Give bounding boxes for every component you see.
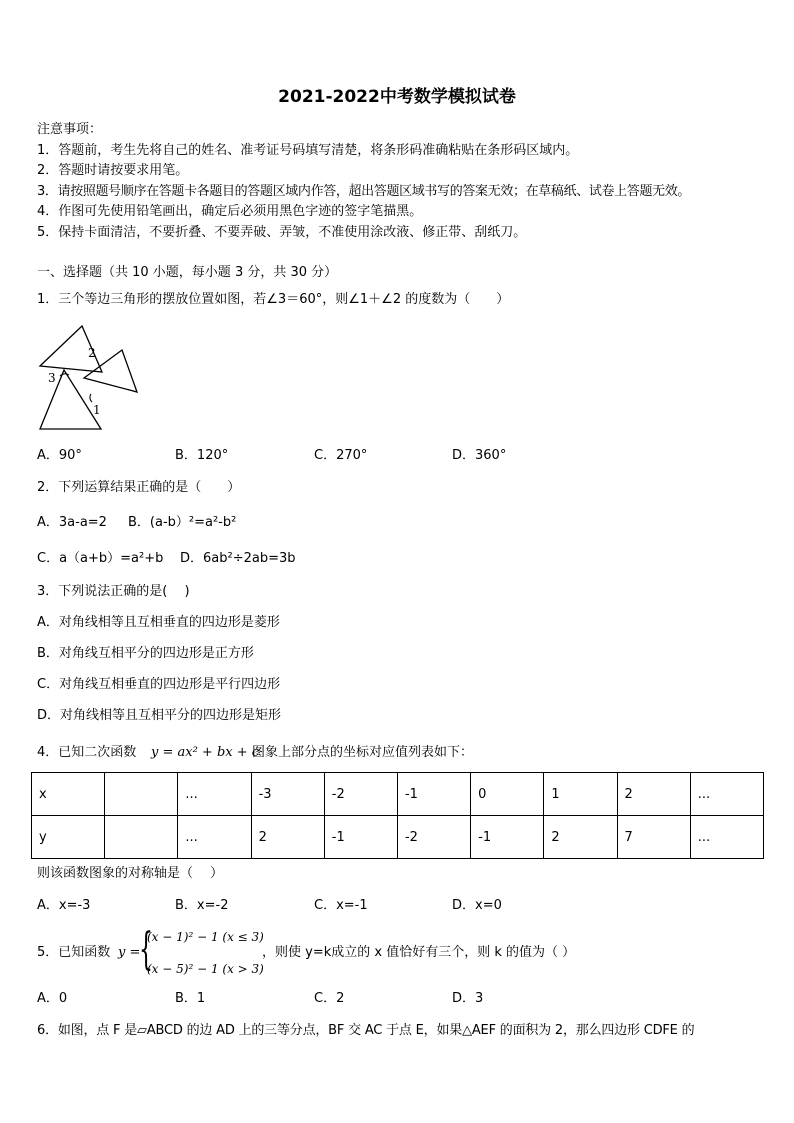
notice-heading: 注意事项： <box>37 122 103 137</box>
q5-stem-post: ，则使 y=k成立的 x 值恰好有三个，则 k 的值为（ ） <box>262 945 576 960</box>
q3-stem: 3．下列说法正确的是( ) <box>37 584 190 599</box>
angle-label-3: 3 <box>48 371 56 385</box>
table-cell: -1 <box>397 773 470 816</box>
table-cell: -3 <box>251 773 324 816</box>
q2-option-b: B．(a-b）²=a²-b² <box>128 515 237 530</box>
table-cell: -1 <box>471 816 544 859</box>
q6-stem: 6．如图，点 F 是▱ABCD 的边 AD 上的三等分点，BF 交 AC 于点 E，如果△AEF 的面积为 2，那么四边形 CDFE 的 <box>37 1023 695 1038</box>
q2-option-d: D．6ab²÷2ab=3b <box>180 551 296 566</box>
q4-option-d: D．x=0 <box>452 898 502 913</box>
notice-item: 4．作图可先使用铅笔画出，确定后必须用黑色字迹的签字笔描黑。 <box>37 204 423 219</box>
exam-title: 2021-2022中考数学模拟试卷 <box>278 87 516 107</box>
notice-item: 3．请按照题号顺序在答题卡各题目的答题区域内作答，超出答题区域书写的答案无效；在草稿纸、试卷上答题无效。 <box>37 184 691 199</box>
table-cell: -2 <box>397 816 470 859</box>
q5-option-a: A．0 <box>37 991 68 1006</box>
table-cell <box>105 816 178 859</box>
table-cell: 7 <box>617 816 690 859</box>
q2-option-c: C．a（a+b）=a²+b <box>37 551 164 566</box>
q4-option-c: C．x=-1 <box>314 898 368 913</box>
angle-label-2: 2 <box>88 346 96 360</box>
notice-item: 5．保持卡面清洁，不要折叠、不要弄破、弄皱，不准使用涂改液、修正带、刮纸刀。 <box>37 225 527 240</box>
table-cell: ... <box>690 816 763 859</box>
q3-option-b: B．对角线互相平分的四边形是正方形 <box>37 646 254 661</box>
q2-option-a: A．3a-a=2 <box>37 515 107 530</box>
notice-item: 2．答题时请按要求用笔。 <box>37 163 189 178</box>
q5-option-c: C．2 <box>314 991 345 1006</box>
q5-case-2: (x − 5)² − 1 (x > 3) <box>147 962 264 976</box>
section-heading: 一、选择题（共 10 小题，每小题 3 分，共 30 分） <box>37 265 338 280</box>
q4-formula: y = ax² + bx + c <box>151 745 260 760</box>
q1-option-b: B．120° <box>175 448 229 463</box>
q5-stem-pre: 5．已知函数 <box>37 945 111 960</box>
table-cell: ... <box>178 773 251 816</box>
table-cell: x <box>32 773 105 816</box>
q1-triangles-figure <box>36 322 142 434</box>
notice-item: 1．答题前，考生先将自己的姓名、准考证号码填写清楚，将条形码准确粘贴在条形码区域内。 <box>37 143 579 158</box>
q2-stem: 2．下列运算结果正确的是（ ） <box>37 480 241 495</box>
table-cell: 2 <box>617 773 690 816</box>
table-cell: -2 <box>324 773 397 816</box>
q1-option-d: D．360° <box>452 448 507 463</box>
table-cell: y <box>32 816 105 859</box>
q4-followup: 则该函数图象的对称轴是（ ） <box>37 866 224 881</box>
q5-case-1: (x − 1)² − 1 (x ≤ 3) <box>147 930 264 944</box>
table-row-y <box>32 816 764 859</box>
q3-option-a: A．对角线相等且互相垂直的四边形是菱形 <box>37 615 280 630</box>
table-cell: 2 <box>544 816 617 859</box>
q4-stem-post: 图象上部分点的坐标对应值列表如下： <box>252 745 474 760</box>
q5-option-b: B．1 <box>175 991 206 1006</box>
table-cell: ... <box>690 773 763 816</box>
q4-stem-pre: 4．已知二次函数 <box>37 745 137 760</box>
table-cell: 0 <box>471 773 544 816</box>
table-cell: -1 <box>324 816 397 859</box>
q1-stem: 1．三个等边三角形的摆放位置如图，若∠3＝60°，则∠1＋∠2 的度数为（ ） <box>37 292 510 307</box>
q1-option-a: A．90° <box>37 448 82 463</box>
table-cell: ... <box>178 816 251 859</box>
q5-option-d: D．3 <box>452 991 484 1006</box>
q4-option-a: A．x=-3 <box>37 898 91 913</box>
q1-option-c: C．270° <box>314 448 368 463</box>
table-row-x <box>32 773 764 816</box>
table-cell: 2 <box>251 816 324 859</box>
q4-option-b: B．x=-2 <box>175 898 229 913</box>
q3-option-c: C．对角线互相垂直的四边形是平行四边形 <box>37 677 281 692</box>
table-cell <box>105 773 178 816</box>
q3-option-d: D．对角线相等且互相平分的四边形是矩形 <box>37 708 282 723</box>
q5-y-equals: y = <box>118 945 141 960</box>
piecewise-brace: { <box>139 924 153 975</box>
angle-label-1: 1 <box>93 403 101 417</box>
table-cell: 1 <box>544 773 617 816</box>
q4-value-table <box>31 772 764 859</box>
